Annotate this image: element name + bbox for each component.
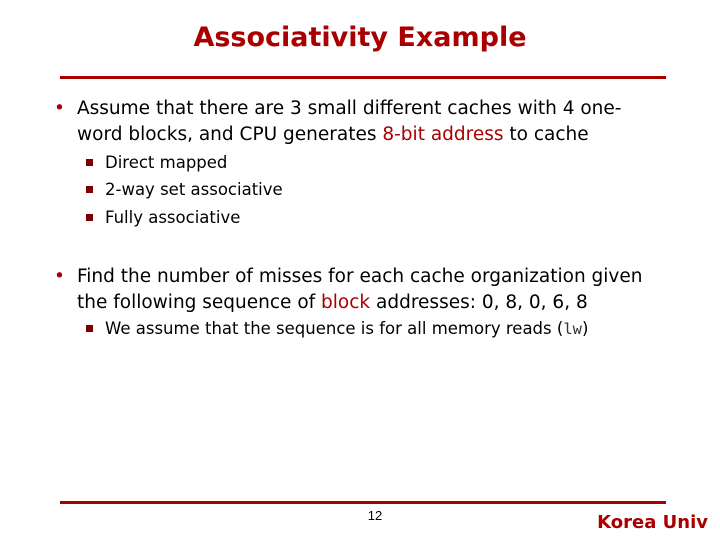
bullet-dot: • <box>54 98 65 119</box>
square-bullet-icon <box>86 186 93 193</box>
subitem-pre: We assume that the sequence is for all memory reads ( <box>105 319 564 338</box>
subitem-memory-reads <box>86 319 686 339</box>
subitem-2-way <box>86 180 686 200</box>
bullet-dot: • <box>54 266 65 287</box>
bullet-2 <box>54 264 674 316</box>
subitem-fully-associative <box>86 208 686 228</box>
bullet-2-text <box>54 264 674 316</box>
square-bullet-icon <box>86 325 93 332</box>
subitem-post: ) <box>581 319 589 338</box>
bullet-2-line1: Find the number of misses for each cache organization given <box>77 266 643 287</box>
subitem-label: Fully associative <box>105 208 241 227</box>
bullet-2-line2-pre: the following sequence of <box>77 292 322 313</box>
square-bullet-icon <box>86 214 93 221</box>
slide-title: Associativity Example <box>193 22 527 53</box>
bullet-1 <box>54 96 674 148</box>
subitem-label: Direct mapped <box>105 153 228 172</box>
footer-divider <box>60 501 666 504</box>
footer-brand: Korea Univ <box>597 512 708 533</box>
page-number: 12 <box>367 508 383 523</box>
bullet-1-text <box>54 96 674 148</box>
bullet-1-line2-post: to cache <box>503 124 589 145</box>
bullet-1-highlight: 8-bit address <box>382 124 504 145</box>
bullet-2-line2-post: addresses: 0, 8, 0, 6, 8 <box>370 292 588 313</box>
bullet-1-line1: Assume that there are 3 small different caches with 4 one- <box>77 98 622 119</box>
bullet-2-highlight: block <box>321 292 371 313</box>
subitem-code: lw <box>563 320 582 338</box>
title-divider <box>60 76 666 79</box>
square-bullet-icon <box>86 159 93 166</box>
subitem-direct-mapped <box>86 153 686 173</box>
subitem-label: 2-way set associative <box>105 180 283 199</box>
bullet-1-line2-pre: word blocks, and CPU generates <box>77 124 383 145</box>
